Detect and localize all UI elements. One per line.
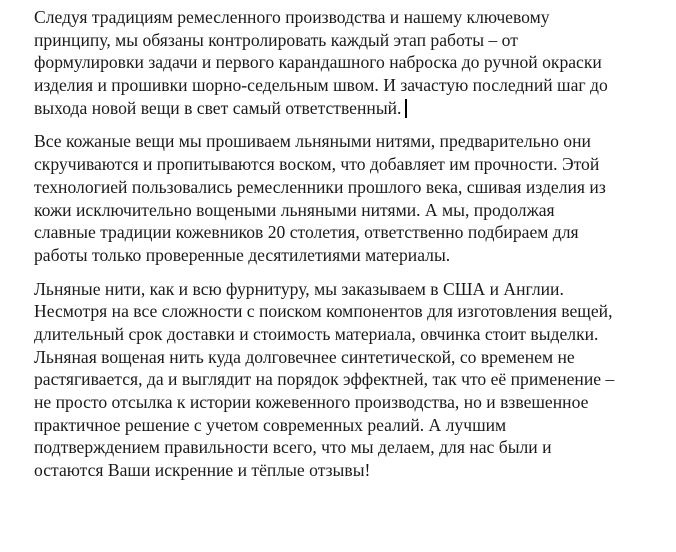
text-line: работы только проверенные десятилетиями материалы.	[34, 244, 451, 265]
text-line: кожи исключительно вощеными льняными нитями. А мы, продолжая	[34, 199, 555, 220]
paragraph-1	[34, 6, 674, 119]
text-line: Несмотря на все сложности с поиском компонентов для изготовления вещей,	[34, 301, 613, 322]
document-body[interactable]	[34, 6, 674, 493]
paragraph-2	[34, 130, 674, 266]
text-line: подтверждением правильности всего, что мы делаем, для нас были и	[34, 437, 552, 458]
text-line: формулировки задачи и первого карандашного наброска до ручной окраски	[34, 52, 602, 73]
text-line: принципу, мы обязаны контролировать каждый этап работы – от	[34, 29, 518, 50]
text-line: славные традиции кожевников 20 столетия, ответственно подбираем для	[34, 222, 579, 243]
text-cursor-caret	[405, 99, 407, 118]
text-line: скручиваются и пропитываются воском, что добавляет им прочности. Этой	[34, 154, 600, 175]
text-line: выхода новой вещи в свет самый ответственный.	[34, 97, 402, 118]
text-line: технологией пользовались ремесленники прошлого века, сшивая изделия из	[34, 176, 606, 197]
text-line: длительный срок доставки и стоимость материала, овчинка стоит выделки.	[34, 323, 599, 344]
text-line: Следуя традициям ремесленного производства и нашему ключевому	[34, 7, 550, 27]
text-line: остаются Ваши искренние и тёплые отзывы!	[34, 460, 371, 481]
text-line: практичное решение с учетом современных реалий. А лучшим	[34, 414, 507, 435]
text-line: Льняные нити, как и всю фурнитуру, мы заказываем в США и Англии.	[34, 278, 564, 299]
text-line: не просто отсылка к истории кожевенного производства, но и взвешенное	[34, 392, 589, 412]
text-line: изделия и прошивки шорно-седельным швом. И зачастую последний шаг до	[34, 75, 608, 96]
paragraph-3	[34, 278, 674, 482]
text-line: растягивается, да и выглядит на порядок эффектней, так что её применение –	[34, 369, 615, 390]
text-line-with-caret	[34, 97, 674, 120]
text-line: Все кожаные вещи мы прошиваем льняными нитями, предварительно они	[34, 131, 591, 152]
text-line: Льняная вощеная нить куда долговечнее синтетической, со временем не	[34, 346, 575, 367]
